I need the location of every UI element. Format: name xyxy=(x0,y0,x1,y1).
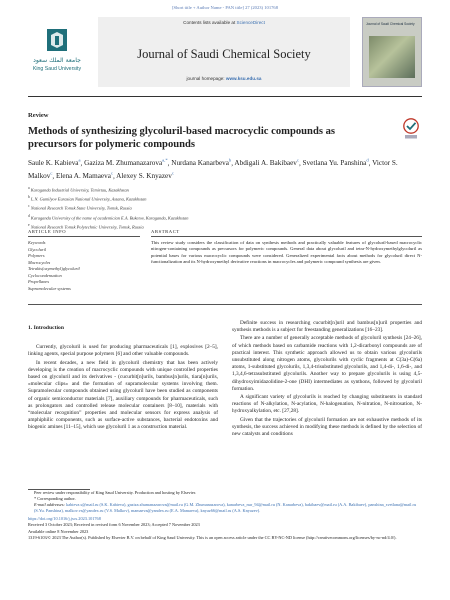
header-divider xyxy=(28,96,422,97)
paragraph: A significant variety of glycolurils is reached by changing substituents in standard reactions of N-alkylation, N-acylation, N-halogenation, N-nitration, N-nitrosation, N-hydroxyalkylation, etc. [27,28]. xyxy=(232,394,422,415)
affiliation: $^d$ Karaganda University of the name of academician E.A. Buketov, Karaganda, Kazakhstan xyxy=(28,213,189,220)
affiliation: $^e$ National Research Tomsk Polytechnic University, Tomsk, Russia xyxy=(28,222,144,230)
keyword: Polymers xyxy=(28,253,45,258)
keyword: Cyclocondensation xyxy=(28,272,62,278)
affiliation-marker: a xyxy=(28,186,30,190)
license-statement: 1319-6103/© 2023 The Author(s). Published by Elsevier B.V. on behalf of King Saud University. This is an open access article under the CC BY-NC-ND license (http://creativecommons.org/licenses/by-nc-nd/4.0/). xyxy=(28,534,397,540)
footnotes xyxy=(28,490,422,541)
affiliation: $^a$ Karaganda Industrial University, Temirtau, Kazakhstan xyxy=(28,186,129,193)
author-name[interactable]: Gaziza M. Zhumanazarova$^{a,*}$ xyxy=(84,158,168,168)
paragraph: In recent decades, a new field in glycoluril chemistry that has been actively developing is the creation of macrocyclic compounds with unique controlled properties based on glycoluril and its derivatives - (cucurbit[n]urils, bambus[n]urils, tiara[n]urils, «molecular clips» and the formation of supramolecular systems involving them. Supramolecular compounds obtained using glycoluril have been studied as components of organic semiconductor materials [7], auxiliary compounds for pharmaceuticals, such as prolongators and controlled release molecular containers [8–10], materials with “molecular recognition” properties and molecular sensors for express analysis of amphiphilic components, such as surface-active substances, bacterial endotoxins and biogenic amines [11–15], which use glycoluril 1 as a construction material. xyxy=(28,359,218,431)
author-affiliation-marker: b xyxy=(228,158,232,163)
journal-title: Journal of Saudi Chemical Society xyxy=(137,47,311,61)
abstract-heading: ABSTRACT xyxy=(151,229,180,234)
abstract-bottom-rule xyxy=(28,304,422,305)
abstract-rule xyxy=(151,236,422,237)
email-addresses: E-mail addresses: kabieva.s@mail.ru (S.K. Kabieva), gaziza.zhumanazarova@mail.ru (G.M. Zhumanazarova), kanarbeva_nur_94@mail.ru (N. Kanarbeva), bakibaev@mail.ru (A.A. Bakibaev), panshina_svetlana@mail.ru (S.Yu. Panshina), malkov.vs@yandex.ru (V.S. Malkov), mamaeva@yandex.ru (E.A. Mamaeva), knyaz66@mail.ru (A.S. Knyazev). xyxy=(34,502,417,514)
available-online: Available online 8 November 2023 xyxy=(28,528,89,534)
affiliation: $^c$ National Research Tomsk State University, Tomsk, Russia xyxy=(28,204,132,211)
keyword: Macrocycles xyxy=(28,259,51,265)
king-saud-university-logo xyxy=(28,27,86,83)
keywords-block xyxy=(28,240,140,292)
author-affiliation-marker: c xyxy=(171,170,174,176)
author-name[interactable]: Alexey S. Knyazev$^c$ xyxy=(116,170,174,181)
author-name[interactable]: Saule K. Kabieva$^a$ xyxy=(28,158,81,168)
author-name[interactable]: Svetlana Yu. Panshina$^d$ xyxy=(302,158,369,168)
cover-image xyxy=(369,36,415,78)
homepage-link[interactable]: www.ksu.edu.sa xyxy=(225,76,262,81)
author-list: Saule K. Kabieva$^a$, Gaziza M. Zhumanazarova$^{a,*}$, Nurdana Kanarbeva$^b$, Abdigali A. Bakibaev$^c$, Svetlana Yu. Panshina$^d$, Victor S. Malkov$^c$, Elena A. Mamaeva$^c$, Alexey S. Knyazev$^c$ xyxy=(28,158,398,181)
email-list[interactable]: kabieva.s@mail.ru (S.K. Kabieva), gaziza.zhumanazarova@mail.ru (G.M. Zhumanazarova), kanarbeva_nur_94@mail.ru (N. Kanarbeva), bakibaev@mail.ru (A.A. Bakibaev), panshina_svetlana@mail.ru (S.Yu. Panshina), malkov.vs@yandex.ru (V.S. Malkov), mamaeva@yandex.ru (E.A. Mamaeva), knyaz66@mail.ru (A.S. Knyazev). xyxy=(34,502,417,514)
author-affiliation-marker: c xyxy=(110,170,113,176)
running-header: [Short title + Author Name - PAN title] 27 (2023) 101768 xyxy=(171,5,279,10)
peer-review-note: Peer review under responsibility of King Saud University. Production and hosting by Elsevier. xyxy=(34,490,197,495)
affiliation-marker: b xyxy=(28,195,30,200)
affiliation-list xyxy=(28,185,422,231)
author-name[interactable]: Victor S. Malkov$^c$ xyxy=(28,159,398,181)
journal-header xyxy=(28,17,422,87)
article-type: Review xyxy=(28,112,49,119)
journal-homepage-line: journal homepage: www.ksu.edu.sa xyxy=(186,76,262,81)
author-name[interactable]: Nurdana Kanarbeva$^b$ xyxy=(171,158,232,168)
journal-cover-thumbnail xyxy=(362,17,422,87)
journal-header-box xyxy=(98,17,350,87)
body-column-left xyxy=(28,320,218,433)
affiliation: $^b$ L.N. Gumilyov Eurasian National University, Astana, Kazakhstan xyxy=(28,195,147,202)
corresponding-author-note: * Corresponding author. xyxy=(34,496,76,502)
introduction-heading: 1. Introduction xyxy=(28,325,64,331)
received-dates: Received 3 October 2023; Received in revised form 6 November 2023; Accepted 7 November 2023 xyxy=(28,522,200,528)
author-affiliation-marker: a xyxy=(78,158,81,163)
abstract-text: This review study considers the classification of data on synthesis methods and practically valuable features of glycoluril-based macrocyclic nitrogen-containing compounds as precursors for polymeric compounds. General data about glycoluril and tetra-N-hydroxymethylglycoluril as potential bases for various macrocyclic compounds were considered. Generalized experimental facts about methods for glycoluril direct N-functionalization and its N-hydroxymethyl derivative reactions in macrocycles and polymeric compound synthesis are given. xyxy=(151,240,422,265)
author-name[interactable]: Abdigali A. Bakibaev$^c$ xyxy=(234,158,299,168)
keywords-title: Keywords xyxy=(28,240,46,245)
keyword: Glycoluril xyxy=(28,246,47,252)
author-affiliation-marker: d xyxy=(366,158,369,163)
affiliation-marker: d xyxy=(28,213,30,218)
keyword: Tetrakis(oxymethyl)glycoluril xyxy=(28,266,80,271)
paragraph: Currently, glycoluril is used for producing pharmaceuticals [1], explosives [2–5], linking agents, special purpose polymers [6] and other valuable compounds. xyxy=(28,344,218,358)
keyword: Propellanes xyxy=(28,279,50,284)
keyword: Supramolecular systems xyxy=(28,285,71,291)
logo-english-text: King Saud University xyxy=(32,66,82,72)
cover-title: Journal of Saudi Chemical Society xyxy=(366,22,415,26)
contents-line: Contents lists available at ScienceDirect xyxy=(183,20,265,25)
paragraph: Given that the trajectories of glycoluril formation are not exhaustive methods of its synthesis, the success achieved in modifying these methods is defined by the selection of new catalysts and conditions xyxy=(232,416,422,438)
check-for-updates-icon[interactable] xyxy=(402,118,420,140)
sciencedirect-link[interactable]: ScienceDirect xyxy=(236,20,265,25)
body-column-right xyxy=(232,320,422,439)
author-name[interactable]: Elena A. Mamaeva$^c$ xyxy=(56,170,113,181)
affiliation-marker: c xyxy=(28,204,30,209)
author-affiliation-marker: c xyxy=(50,170,53,176)
paragraph: There are a number of generally acceptable methods of glycoluril synthesis [24–26], of which methods based on carbamide reactions with 1,2-dicarbonyl compounds are of practical interest. This synthetic approach allowed us to obtain various glycolurils unsubstituted along nitrogen atoms, glycolurils with cyclic fragments at C(3a)-C(6a) atoms, 1-substituted glycolurils, 1,3,4-trisubstituted glycolurils, and 1,4-di-, 1,6-di-, and 1,3,4,6-tetrasubstituted glycolurils. Another way to prepare glycolurils is using 4,5-dihydroxyimidazolidine-2-one (DHI) intermediates as synthons, followed by glycoluril formation. xyxy=(232,335,422,392)
article-info-heading: ARTICLE INFO xyxy=(28,229,67,234)
article-title: Methods of synthesizing glycoluril-based macrocyclic compounds as precursors for polymeric compounds xyxy=(28,126,336,151)
logo-arabic-text: جامعة الملك سعود xyxy=(33,57,81,64)
author-affiliation-marker: a,* xyxy=(162,158,168,163)
doi-link[interactable]: https://doi.org/10.1016/j.jscs.2023.101768 xyxy=(28,516,101,522)
keyword-list xyxy=(28,247,140,293)
article-info-rule xyxy=(28,236,140,237)
affiliation-marker: e xyxy=(28,222,30,227)
paragraph: Definite success in researching cucurbit[n]uril and bambus[n]uril properties and synthesis methods is a subject for freestanding generalizations [16–23]. xyxy=(232,320,422,334)
author-affiliation-marker: c xyxy=(296,158,299,163)
